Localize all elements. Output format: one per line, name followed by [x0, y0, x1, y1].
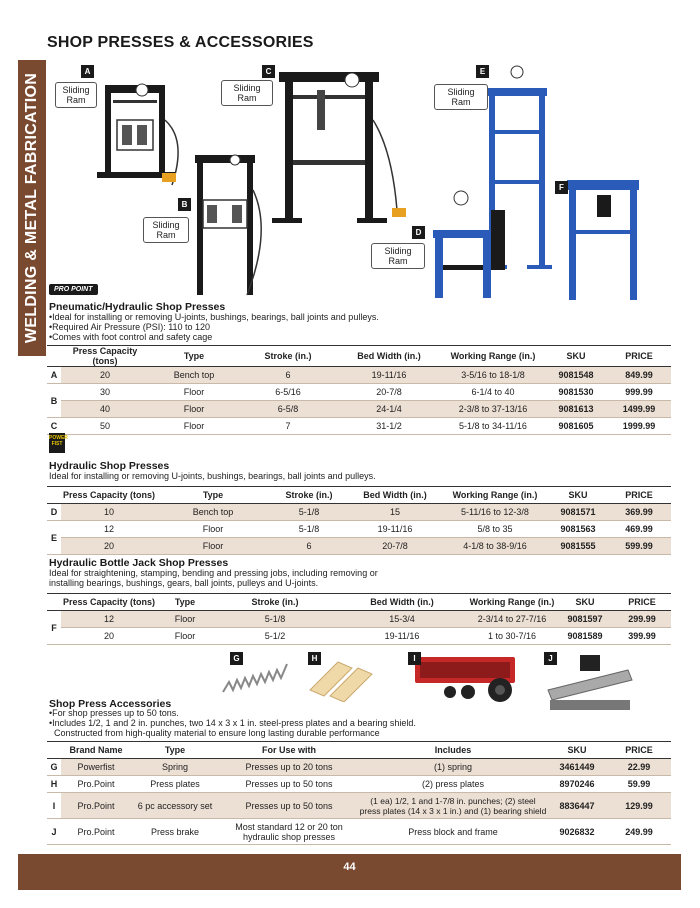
table-cell: Powerfist	[61, 759, 131, 776]
table-cell: 24-1/4	[337, 401, 441, 418]
price-cell: 599.99	[607, 538, 671, 555]
price-cell: 999.99	[607, 384, 671, 401]
table-cell: Floor	[149, 418, 239, 435]
section2-title: Hydraulic Shop Presses	[49, 460, 170, 472]
col-header: Stroke (in.)	[269, 487, 349, 504]
table-row	[47, 504, 671, 521]
section4-bullet: Constructed from high-quality material to ensure long lasting durable performance	[49, 728, 380, 738]
callout-sliding-ram-a: Sliding Ram	[55, 82, 97, 108]
table-header-row	[47, 346, 671, 367]
table-cell: Floor	[157, 628, 213, 645]
table-cell: 5-1/8	[213, 611, 337, 628]
label-d: D	[412, 226, 425, 239]
row-letter: D	[47, 504, 61, 521]
label-f: F	[555, 181, 568, 194]
table-cell: Bench top	[149, 367, 239, 384]
price-cell: 399.99	[613, 628, 671, 645]
table-row	[47, 538, 671, 555]
section2-desc: Ideal for installing or removing U-joints, bushings, bearings, ball joints and pulleys.	[49, 471, 376, 481]
row-letter: H	[47, 776, 61, 793]
table-cell: Presses up to 20 tons	[219, 759, 359, 776]
table-cell: 5-1/8	[269, 521, 349, 538]
row-letter: J	[47, 819, 61, 845]
table-cell: Press brake	[131, 819, 219, 845]
sku-cell: 8970246	[547, 776, 607, 793]
table-cell: 6 pc accessory set	[131, 793, 219, 819]
col-header: PRICE	[607, 487, 671, 504]
price-cell: 22.99	[607, 759, 671, 776]
section4-bullets	[49, 708, 416, 738]
section4-bullet: •Includes 1/2, 1 and 2 in. punches, two 14 x 3 x 1 in. steel-press plates and a bearing shield.	[49, 718, 416, 728]
col-header: SKU	[547, 742, 607, 759]
table-cell: 10	[61, 504, 157, 521]
table-row	[47, 384, 671, 401]
section1-title: Pneumatic/Hydraulic Shop Presses	[49, 301, 226, 313]
accessory-set-image	[410, 652, 530, 706]
section3-desc-line: Ideal for straightening, stamping, bending and pressing jobs, including removing or	[49, 568, 378, 578]
col-header: Bed Width (in.)	[349, 487, 441, 504]
price-cell: 849.99	[607, 367, 671, 384]
col-header: PRICE	[607, 346, 671, 367]
section3-title: Hydraulic Bottle Jack Shop Presses	[49, 557, 229, 569]
table-cell: 2-3/8 to 37-13/16	[441, 401, 545, 418]
label-h: H	[308, 652, 321, 665]
row-letter: E	[47, 521, 61, 555]
row-letter: B	[47, 384, 61, 418]
sku-cell: 9081548	[545, 367, 607, 384]
table-row	[47, 793, 671, 819]
col-header: Brand Name	[61, 742, 131, 759]
table-cell: Pro.Point	[61, 793, 131, 819]
press-a-image	[97, 84, 178, 185]
col-header: Working Range (in.)	[441, 487, 549, 504]
table-cell: Floor	[157, 611, 213, 628]
propoint-logo: PRO POINT	[49, 284, 98, 295]
label-e: E	[476, 65, 489, 78]
col-header: Type	[157, 487, 269, 504]
table-cell: 6-5/8	[239, 401, 337, 418]
sku-cell: 9081563	[549, 521, 607, 538]
table-row	[47, 628, 671, 645]
section1-bullets	[49, 312, 379, 342]
table-cell: 5-11/16 to 12-3/8	[441, 504, 549, 521]
table-cell: 6	[269, 538, 349, 555]
label-i: I	[408, 652, 421, 665]
section4-bullet: •For shop presses up to 50 tons.	[49, 708, 179, 718]
col-header: Working Range (in.)	[441, 346, 545, 367]
table-cell: (1) spring	[359, 759, 547, 776]
table-cell: 40	[61, 401, 149, 418]
table-cell: 30	[61, 384, 149, 401]
sku-cell: 8836447	[547, 793, 607, 819]
table-cell: 20-7/8	[349, 538, 441, 555]
table-cell: Pro.Point	[61, 819, 131, 845]
col-header: Stroke (in.)	[213, 594, 337, 611]
col-header: Press Capacity (tons)	[61, 487, 157, 504]
table-cell: 20	[61, 538, 157, 555]
sku-cell: 9081605	[545, 418, 607, 435]
press-f-image	[567, 180, 639, 300]
callout-sliding-ram-c: Sliding Ram	[221, 80, 273, 106]
sku-cell: 9081555	[549, 538, 607, 555]
col-header: SKU	[545, 346, 607, 367]
powerfist-logo: POWER FIST	[49, 433, 65, 453]
col-header: SKU	[549, 487, 607, 504]
section1-table	[47, 345, 671, 435]
table-cell: 2-3/14 to 27-7/16	[467, 611, 557, 628]
sku-cell: 9081571	[549, 504, 607, 521]
row-letter: I	[47, 793, 61, 819]
section2-table	[47, 486, 671, 555]
col-header: Type	[157, 594, 213, 611]
col-header: Stroke (in.)	[239, 346, 337, 367]
price-cell: 299.99	[613, 611, 671, 628]
table-cell: Spring	[131, 759, 219, 776]
sku-cell: 9026832	[547, 819, 607, 845]
label-b: B	[178, 198, 191, 211]
table-cell: Press block and frame	[359, 819, 547, 845]
price-cell: 59.99	[607, 776, 671, 793]
label-a: A	[81, 65, 94, 78]
table-cell: 15-3/4	[337, 611, 467, 628]
table-cell: 5-1/8	[269, 504, 349, 521]
col-header: Includes	[359, 742, 547, 759]
table-cell: 15	[349, 504, 441, 521]
table-cell: 12	[61, 611, 157, 628]
col-header: SKU	[557, 594, 613, 611]
table-cell: 4-1/8 to 38-9/16	[441, 538, 549, 555]
table-cell: Pro.Point	[61, 776, 131, 793]
table-cell: 12	[61, 521, 157, 538]
shop-press-images	[47, 60, 671, 300]
table-header-row	[47, 487, 671, 504]
callout-sliding-ram-d: Sliding Ram	[371, 243, 425, 269]
section3-desc-line: installing bearings, bushings, gears, ball joints, pulleys and U-joints.	[49, 578, 319, 588]
price-cell: 1499.99	[607, 401, 671, 418]
press-c-image	[272, 72, 406, 223]
table-row	[47, 401, 671, 418]
table-cell: 3-5/16 to 18-1/8	[441, 367, 545, 384]
table-cell: 6-5/16	[239, 384, 337, 401]
col-header: Press Capacity (tons)	[61, 594, 157, 611]
table-cell: 20-7/8	[337, 384, 441, 401]
sku-cell: 9081530	[545, 384, 607, 401]
table-row	[47, 759, 671, 776]
table-cell: 6	[239, 367, 337, 384]
col-header: Type	[131, 742, 219, 759]
col-header: PRICE	[613, 594, 671, 611]
section4-title: Shop Press Accessories	[49, 698, 172, 710]
table-row	[47, 521, 671, 538]
table-row	[47, 367, 671, 384]
table-row	[47, 819, 671, 845]
section1-bullet: •Comes with foot control and safety cage	[49, 332, 213, 342]
price-cell: 469.99	[607, 521, 671, 538]
col-header: For Use with	[219, 742, 359, 759]
col-header: Bed Width (in.)	[337, 346, 441, 367]
table-cell: 20	[61, 628, 157, 645]
table-cell: (1 ea) 1/2, 1 and 1-7/8 in. punches; (2) steel press plates (14 x 3 x 1 in.) and (1) bearing shield	[359, 793, 547, 819]
table-header-row	[47, 594, 671, 611]
table-cell: Floor	[149, 384, 239, 401]
callout-sliding-ram-b: Sliding Ram	[143, 217, 189, 243]
table-row	[47, 776, 671, 793]
label-g: G	[230, 652, 243, 665]
callout-sliding-ram-e: Sliding Ram	[434, 84, 488, 110]
sku-cell: 9081589	[557, 628, 613, 645]
row-letter: F	[47, 611, 61, 645]
table-cell: Most standard 12 or 20 ton hydraulic shop presses	[219, 819, 359, 845]
table-cell: Floor	[157, 538, 269, 555]
section3-table	[47, 593, 671, 645]
table-cell: 5-1/8 to 34-11/16	[441, 418, 545, 435]
row-letter: C	[47, 418, 61, 435]
table-cell: 19-11/16	[349, 521, 441, 538]
col-header: Press Capacity (tons)	[61, 346, 149, 367]
section3-desc	[49, 568, 378, 588]
price-cell: 369.99	[607, 504, 671, 521]
price-cell: 249.99	[607, 819, 671, 845]
table-cell: 19-11/16	[337, 367, 441, 384]
row-letter: G	[47, 759, 61, 776]
table-cell: 1 to 30-7/16	[467, 628, 557, 645]
table-row	[47, 418, 671, 435]
col-header: Working Range (in.)	[467, 594, 557, 611]
table-cell: 20	[61, 367, 149, 384]
table-cell: 5/8 to 35	[441, 521, 549, 538]
sku-cell: 9081597	[557, 611, 613, 628]
side-category-label: WELDING & METAL FABRICATION	[23, 72, 40, 344]
table-cell: Presses up to 50 tons	[219, 776, 359, 793]
section4-table	[47, 741, 671, 845]
table-header-row	[47, 742, 671, 759]
sku-cell: 3461449	[547, 759, 607, 776]
press-b-image	[195, 155, 261, 295]
table-cell: 19-11/16	[337, 628, 467, 645]
col-header: Bed Width (in.)	[337, 594, 467, 611]
table-cell: Press plates	[131, 776, 219, 793]
table-cell: 5-1/2	[213, 628, 337, 645]
table-cell: 50	[61, 418, 149, 435]
section1-bullet: •Ideal for installing or removing U-joints, bushings, bearings, ball joints and pulleys.	[49, 312, 379, 322]
table-cell: 31-1/2	[337, 418, 441, 435]
col-header: PRICE	[607, 742, 671, 759]
price-cell: 129.99	[607, 793, 671, 819]
row-letter: A	[47, 367, 61, 384]
table-cell: Bench top	[157, 504, 269, 521]
table-cell: Floor	[149, 401, 239, 418]
page-title: SHOP PRESSES & ACCESSORIES	[47, 34, 314, 51]
spring-image	[215, 650, 295, 702]
table-cell: 7	[239, 418, 337, 435]
sku-cell: 9081613	[545, 401, 607, 418]
table-cell: (2) press plates	[359, 776, 547, 793]
footer-page-number: 44	[18, 854, 681, 890]
table-cell: Presses up to 50 tons	[219, 793, 359, 819]
section1-bullet: •Required Air Pressure (PSI): 110 to 120	[49, 322, 211, 332]
label-c: C	[262, 65, 275, 78]
table-row	[47, 611, 671, 628]
table-cell: Floor	[157, 521, 269, 538]
label-j: J	[544, 652, 557, 665]
price-cell: 1999.99	[607, 418, 671, 435]
table-cell: 6-1/4 to 40	[441, 384, 545, 401]
col-header: Type	[149, 346, 239, 367]
